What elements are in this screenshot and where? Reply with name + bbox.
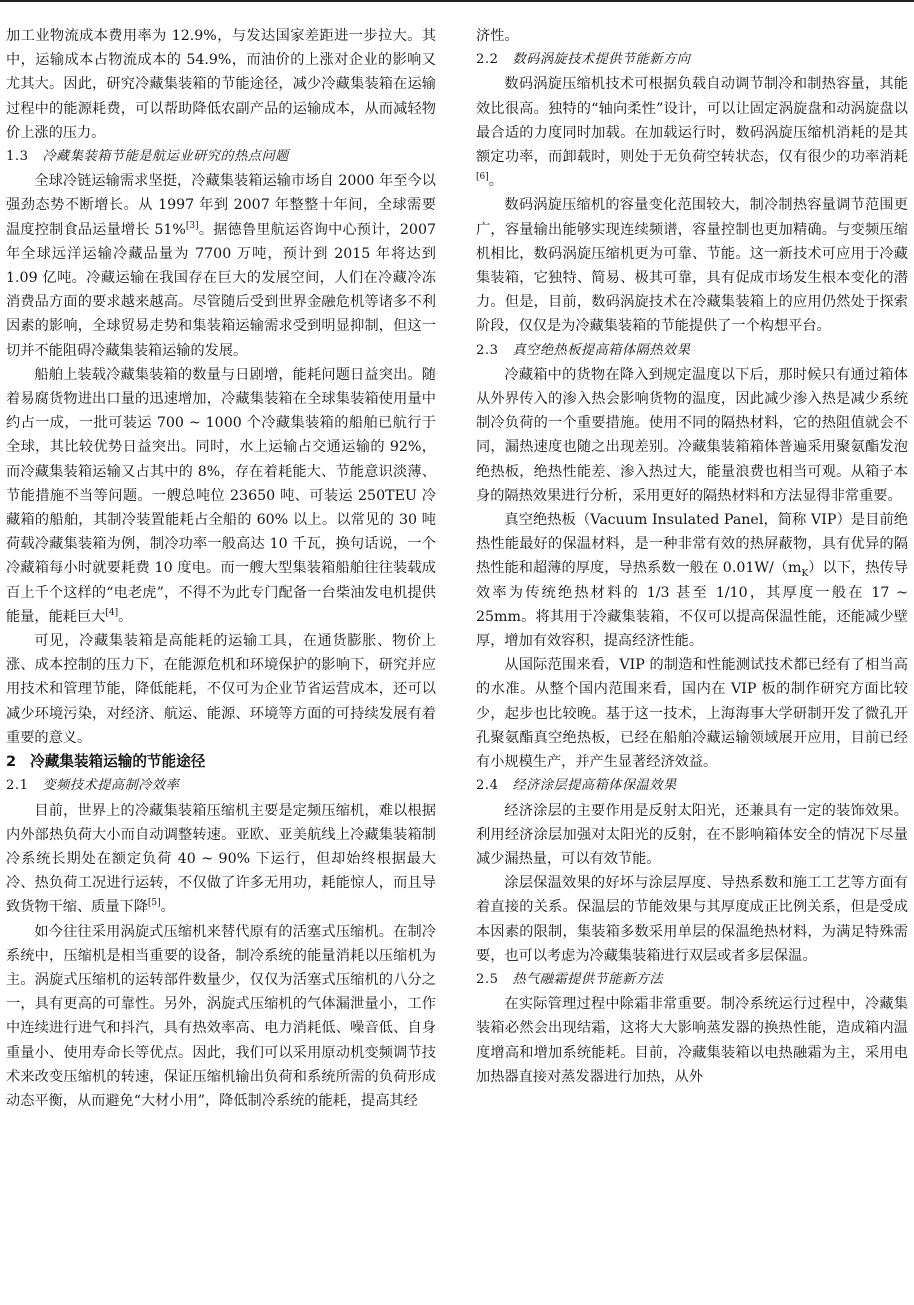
citation-ref: [3] [185, 220, 199, 231]
header-rule [0, 0, 914, 2]
section-title: 真空绝热板提高箱体隔热效果 [512, 342, 691, 358]
paragraph: 如今往往采用涡旋式压缩机来替代原有的活塞式压缩机。在制冷系统中，压缩机是相当重要的设备，制冷系统的能量消耗以压缩机为主。涡旋式压缩机的运转部件数量少，仅仅为活塞式压缩机的八分之一，具有更高的可靠性。另外，涡旋式压缩机的气体漏泄量小，工作中连续进行进气和抖汽，具有热效率高、电力消耗低、噪音低、自身重量小、使用寿命长等优点。因此，我们可以采用原动机变频调节技术来改变压缩机的转速，保证压缩机输出负荷和系统所需的负荷形成动态平衡，从而避免“大材小用”，降低制冷系统的能耗，提高其经 [6, 923, 436, 1109]
section-number: 2.5 [476, 971, 499, 987]
section-heading-2-5 [476, 968, 908, 992]
section-number: 2.3 [476, 342, 499, 358]
text-run: 目前，世界上的冷藏集装箱压缩机主要是定频压缩机，难以根据内外部热负荷大小而自动调整转速。亚欧、亚美航线上冷藏集装箱制冷系统长期处在额定负荷 40 ~ 90% 下运行，但却始终根据最大冷、热负荷工况进行运转，不仅做了许多无用功，耗能惊人，而且导致货物干缩、质量下降 [6, 802, 436, 916]
paragraph [6, 363, 436, 629]
text-run: 。 [488, 173, 503, 190]
text-run: 。 [160, 899, 175, 916]
right-column [476, 24, 908, 1089]
section-number: 1.3 [6, 149, 29, 165]
paragraph: 从国际范围来看，VIP 的制造和性能测试技术都已经有了相当高的水准。从整个国内范围来看，国内在 VIP 板的制作研究方面比较少，起步也比较晚。基于这一技术，上海海事大学研制开发了微孔开孔聚氨酯真空绝热板，已经在船舶冷藏运输领域展开应用，目前已经有小规模生产，并产生显著经济效益。 [476, 657, 908, 771]
text-run: ）以下，热传导效率为传统绝热材料的 1/3 甚至 1/10，其厚度一般在 17 ~ 25mm。将其用于冷藏集装箱，不仅可以提高保温性能，还能减少壁厚，增加有效容积，提高经济性能。 [476, 560, 908, 650]
section-heading-2 [6, 750, 436, 774]
subscript: K [801, 569, 809, 580]
paragraph [6, 799, 436, 920]
paragraph: 涂层保温效果的好坏与涂层厚度、导热系数和施工工艺等方面有着直接的关系。保温层的节能效果与其厚度成正比例关系，但是受成本因素的限制，集装箱多数采用单层的保温绝热材料，为满足特殊需要，也可以考虑为冷藏集装箱进行双层或者多层保温。 [476, 875, 908, 964]
section-title: 变频技术提高制冷效率 [42, 778, 180, 794]
section-heading-2-2 [476, 48, 908, 72]
section-heading-2-1 [6, 774, 436, 798]
section-title: 冷藏集装箱运输的节能途径 [30, 753, 206, 771]
paragraph: 加工业物流成本费用率为 12.9%，与发达国家差距进一步拉大。其中，运输成本占物流成本的 54.9%，而油价的上涨对企业的影响又尤其大。因此，研究冷藏集装箱的节能途径，减少冷藏集装箱在运输过程中的能源耗费，可以帮助降低农副产品的运输成本，从而减轻物价上涨的压力。 [6, 28, 436, 141]
citation-ref: [5] [147, 898, 161, 909]
citation-ref: [6] [476, 172, 489, 183]
section-number: 2.4 [476, 778, 499, 794]
paragraph [476, 508, 908, 653]
section-number: 2 [6, 753, 17, 771]
paragraph: 数码涡旋压缩机的容量变化范围较大，制冷制热容量调节范围更广，容量输出能够实现连续频谱，容量控制也更加精确。与变频压缩机相比，数码涡旋压缩机更为可靠、节能。这一新技术可应用于冷藏集装箱，它独特、简易、极其可靠，具有促成市场发生根本变化的潜力。但是，目前，数码涡旋技术在冷藏集装箱上的应用仍然处于探索阶段，仅仅是为冷藏集装箱的节能提供了一个构想平台。 [476, 197, 908, 335]
section-title: 冷藏集装箱节能是航运业研究的热点问题 [42, 149, 289, 165]
text-run: 全球冷链运输需求坚挺，冷藏集装箱运输市场自 2000 年至今以强劲态势不断增长。从 1997 年到 2007 年整整十年间，全球需要温度控制食品运量增长 51% [6, 173, 436, 238]
left-column [6, 24, 436, 1113]
paragraph: 冷藏箱中的货物在降入到规定温度以下后，那时候只有通过箱体从外界传入的渗入热会影响货物的温度，因此减少渗入热是减少系统制冷负荷的一个重要措施。使用不同的隔热材料，它的热阻值就会不同，漏热速度也随之出现差别。冷藏集装箱箱体普遍采用聚氨酯发泡绝热板，绝热性能差、渗入热过大，能量浪费也相当可观。从箱子本身的隔热效果进行分析，采用更好的隔热材料和方法显得非常重要。 [476, 366, 908, 504]
section-heading-2-4 [476, 774, 908, 798]
paragraph [476, 72, 908, 193]
section-title: 经济涂层提高箱体保温效果 [512, 778, 677, 794]
paragraph [6, 169, 436, 363]
paragraph: 经济涂层的主要作用是反射太阳光，还兼具有一定的装饰效果。利用经济涂层加强对太阳光的反射，在不影响箱体安全的情况下尽量减少漏热量，可以有效节能。 [476, 802, 908, 867]
citation-ref: [4] [105, 607, 119, 618]
section-number: 2.2 [476, 52, 499, 68]
paragraph: 济性。 [476, 28, 519, 44]
paragraph: 可见，冷藏集装箱是高能耗的运输工具，在通货膨胀、物价上涨、成本控制的压力下，在能源危机和环境保护的影响下，研究并应用技术和管理节能，降低能耗，不仅可为企业节省运营成本，还可以减少环境污染，对经济、航运、能源、环境等方面的可持续发展有着重要的意义。 [6, 633, 436, 746]
section-number: 2.1 [6, 778, 29, 794]
text-run: 船舶上装载冷藏集装箱的数量与日剧增，能耗问题日益突出。随着易腐货物进出口量的迅速增加，冷藏集装箱在全球集装箱使用量中约占一成，一批可装运 700 ~ 1000 个冷藏集装箱的船舶已航行于全球，其比较优势日益突出。同时，水上运输占交通运输的 92%，而冷藏集装箱运输又占其中的 8%，存在着耗能大、节能意识淡薄、节能措施不当等问题。一艘总吨位 23650 吨、可装运 250TEU 冷藏箱的船舶，其制冷装置能耗占全船的 60% 以上。以常见的 30 吨荷载冷藏集装箱为例，制冷功率一般高达 10 千瓦，换句话说，一个冷藏箱每小时就要耗费 10 度电。而一艘大型集装箱船舶往往装载成百上千个这样的“电老虎”，不得不为此专门配备一台柴油发电机提供能量，能耗巨大 [6, 366, 436, 625]
text-run: 真空绝热板（Vacuum Insulated Panel，简称 VIP）是目前绝热性能最好的保温材料，是一种非常有效的热屏蔽物，具有优异的隔热性能和超薄的厚度，导热系数一般在 0.01W/（m [476, 512, 908, 577]
section-title: 热气融霜提供节能新方法 [512, 971, 664, 987]
section-heading-1-3 [6, 145, 436, 169]
section-heading-2-3 [476, 339, 908, 363]
text-run: 。据德鲁里航运咨询中心预计，2007 年全球远洋运输冷藏品量为 7700 万吨，预计到 2015 年将达到 1.09 亿吨。冷藏运输在我国存在巨大的发展空间，人们在冷藏冷冻消费品方面的要求越来越高。尽管随后受到世界金融危机等诸多不利因素的影响，全球贸易走势和集装箱运输需求受到明显抑制，但这一切并不能阻碍冷藏集装箱运输的发展。 [6, 221, 437, 359]
text-run: 数码涡旋压缩机技术可根据负载自动调节制冷和制热容量，其能效比很高。独特的“轴向柔性”设计，可以让固定涡旋盘和动涡旋盘以最合适的力度同时加载。在加载运行时，数码涡旋压缩机消耗的是其额定功率，而卸载时，则处于无负荷空转状态，仅有很少的功率消耗 [476, 76, 908, 166]
paragraph: 在实际管理过程中除霜非常重要。制冷系统运行过程中，冷藏集装箱必然会出现结霜，这将大大影响蒸发器的换热性能，造成箱内温度增高和增加系统能耗。目前，冷藏集装箱以电热融霜为主，采用电加热器直接对蒸发器进行加热，从外 [476, 996, 908, 1085]
text-run: 。 [118, 608, 133, 625]
section-title: 数码涡旋技术提供节能新方向 [512, 52, 691, 68]
